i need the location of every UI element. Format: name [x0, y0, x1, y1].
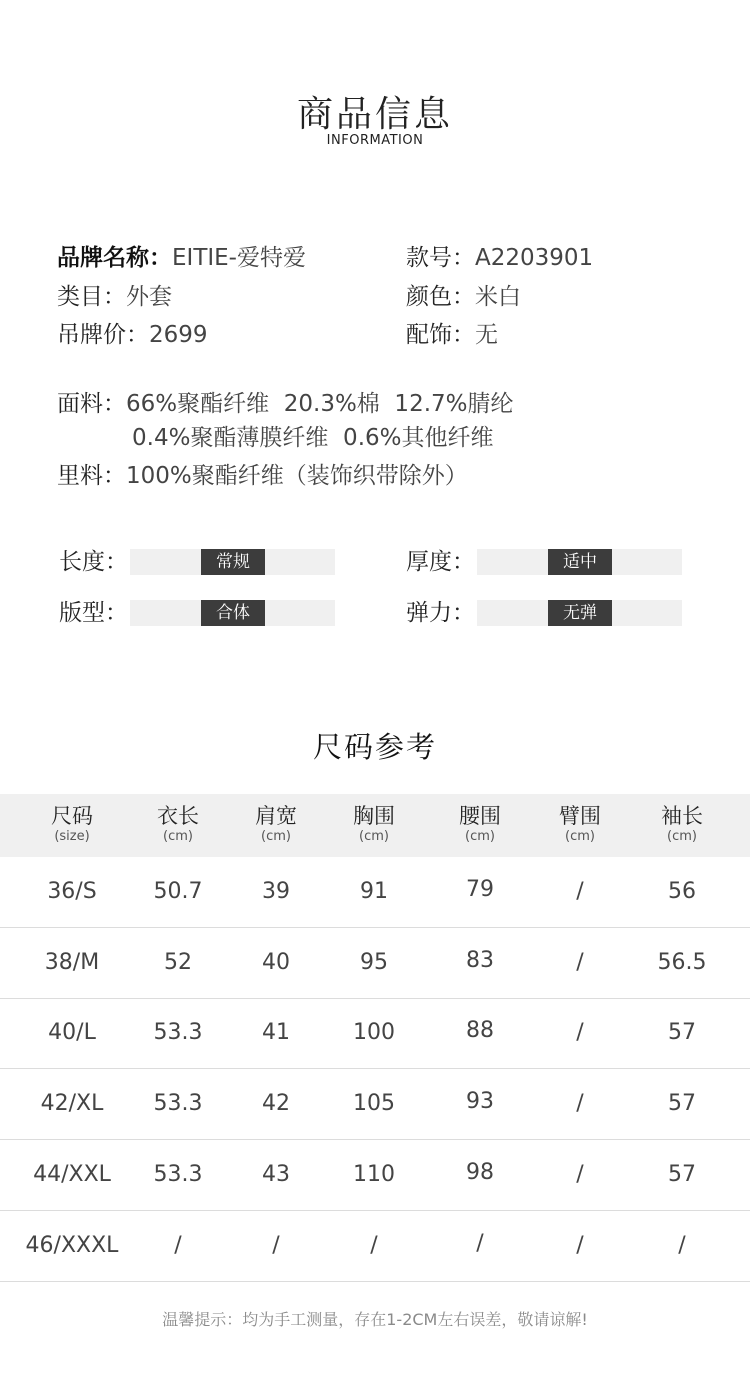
column-header-size	[22, 794, 122, 857]
lining-row	[57, 461, 468, 491]
table-cell: 110	[353, 1162, 395, 1187]
page-subtitle: INFORMATION	[326, 133, 424, 148]
table-cell: 53.3	[153, 1091, 203, 1116]
table-cell: /	[576, 1020, 584, 1045]
fabric-row-2	[132, 423, 494, 453]
column-header-label: 肩宽	[255, 804, 297, 828]
table-cell: 52	[164, 950, 192, 975]
column-header-unit: (cm)	[565, 829, 595, 844]
size-section-title: 尺码参考	[312, 730, 437, 764]
column-header-waist	[430, 794, 530, 857]
table-cell: 56	[668, 879, 696, 904]
table-cell: /	[476, 1231, 484, 1256]
table-row	[0, 1069, 750, 1140]
table-cell: 50.7	[153, 879, 203, 904]
table-row	[0, 1140, 750, 1211]
table-cell: 53.3	[153, 1020, 203, 1045]
table-cell: /	[174, 1233, 182, 1258]
category-label: 类目：	[57, 284, 126, 310]
fabric-label: 面料：	[57, 391, 126, 417]
column-header-unit: (size)	[54, 829, 90, 844]
accessory-value: 无	[475, 322, 498, 348]
tag-price-label: 吊牌价：	[57, 322, 149, 348]
column-header-label: 衣长	[157, 804, 199, 828]
table-cell: 93	[466, 1089, 494, 1114]
brand-label: 品牌名称：	[57, 245, 172, 271]
fabric-line-1: 66%聚酯纤维 20.3%棉 12.7%腈纶	[126, 391, 514, 417]
table-cell: 91	[360, 879, 388, 904]
table-cell: 95	[360, 950, 388, 975]
table-cell: 57	[668, 1020, 696, 1045]
length-indicator: 常规	[201, 549, 265, 575]
style-no-row	[406, 243, 593, 273]
table-cell: 39	[262, 879, 290, 904]
table-cell: 40/L	[48, 1020, 96, 1045]
brand-row	[57, 243, 306, 273]
table-cell: /	[272, 1233, 280, 1258]
column-header-sleeve	[632, 794, 732, 857]
table-cell: 105	[353, 1091, 395, 1116]
color-value: 米白	[475, 284, 521, 310]
thickness-indicator: 适中	[548, 549, 612, 575]
table-cell: /	[576, 1233, 584, 1258]
elasticity-scale	[477, 600, 682, 626]
tag-price-value: 2699	[149, 322, 208, 348]
table-cell: /	[576, 1091, 584, 1116]
table-cell: /	[370, 1233, 378, 1258]
table-cell: 98	[466, 1160, 494, 1185]
fabric-line-2: 0.4%聚酯薄膜纤维 0.6%其他纤维	[132, 425, 494, 451]
category-row	[57, 282, 172, 312]
table-row	[0, 998, 750, 1069]
table-cell: 83	[466, 948, 494, 973]
accessory-label: 配饰：	[406, 322, 475, 348]
table-cell: 41	[262, 1020, 290, 1045]
column-header-unit: (cm)	[359, 829, 389, 844]
length-label: 长度：	[59, 549, 128, 575]
thickness-scale	[477, 549, 682, 575]
table-cell: 42	[262, 1091, 290, 1116]
tag-price-row	[57, 320, 208, 350]
table-cell: 100	[353, 1020, 395, 1045]
table-cell: 42/XL	[40, 1091, 104, 1116]
fit-scale	[130, 600, 335, 626]
elasticity-indicator: 无弹	[548, 600, 612, 626]
table-cell: 46/XXXL	[25, 1233, 119, 1258]
table-cell: 79	[466, 877, 494, 902]
table-cell: 44/XXL	[33, 1162, 111, 1187]
column-header-label: 尺码	[51, 804, 93, 828]
table-row	[0, 928, 750, 999]
column-header-label: 胸围	[353, 804, 395, 828]
column-header-shoulder	[226, 794, 326, 857]
thickness-label: 厚度：	[406, 549, 475, 575]
column-header-label: 臂围	[559, 804, 601, 828]
column-header-unit: (cm)	[163, 829, 193, 844]
accessory-row	[406, 320, 498, 350]
table-cell: /	[576, 1162, 584, 1187]
measurement-note: 温馨提示：均为手工测量，存在1-2CM左右误差，敬请谅解!	[162, 1310, 588, 1329]
column-header-unit: (cm)	[261, 829, 291, 844]
column-header-label: 袖长	[661, 804, 703, 828]
fit-label: 版型：	[59, 600, 128, 626]
table-row	[0, 857, 750, 928]
length-scale	[130, 549, 335, 575]
color-label: 颜色：	[406, 284, 475, 310]
table-cell: 36/S	[47, 879, 97, 904]
column-header-unit: (cm)	[667, 829, 697, 844]
table-cell: /	[576, 879, 584, 904]
table-cell: 57	[668, 1091, 696, 1116]
lining-label: 里料：	[57, 463, 126, 489]
style-no-value: A2203901	[475, 245, 594, 271]
column-header-label: 腰围	[459, 804, 501, 828]
table-cell: /	[576, 950, 584, 975]
table-cell: 38/M	[44, 950, 100, 975]
style-no-label: 款号：	[406, 245, 475, 271]
size-table-header	[0, 794, 750, 857]
table-cell: 56.5	[657, 950, 707, 975]
lining-value: 100%聚酯纤维（装饰织带除外）	[126, 463, 468, 489]
table-cell: 53.3	[153, 1162, 203, 1187]
table-cell: 57	[668, 1162, 696, 1187]
fit-indicator: 合体	[201, 600, 265, 626]
category-value: 外套	[126, 284, 172, 310]
column-header-arm	[530, 794, 630, 857]
table-row	[0, 1211, 750, 1282]
color-row	[406, 282, 521, 312]
fabric-row	[57, 389, 514, 419]
table-cell: 43	[262, 1162, 290, 1187]
column-header-length	[128, 794, 228, 857]
column-header-unit: (cm)	[465, 829, 495, 844]
table-cell: 88	[466, 1018, 494, 1043]
column-header-chest	[324, 794, 424, 857]
page-title: 商品信息	[296, 94, 453, 135]
elasticity-label: 弹力：	[406, 600, 475, 626]
brand-value: EITIE-爱特爱	[172, 245, 306, 271]
table-cell: 40	[262, 950, 290, 975]
table-cell: /	[678, 1233, 686, 1258]
